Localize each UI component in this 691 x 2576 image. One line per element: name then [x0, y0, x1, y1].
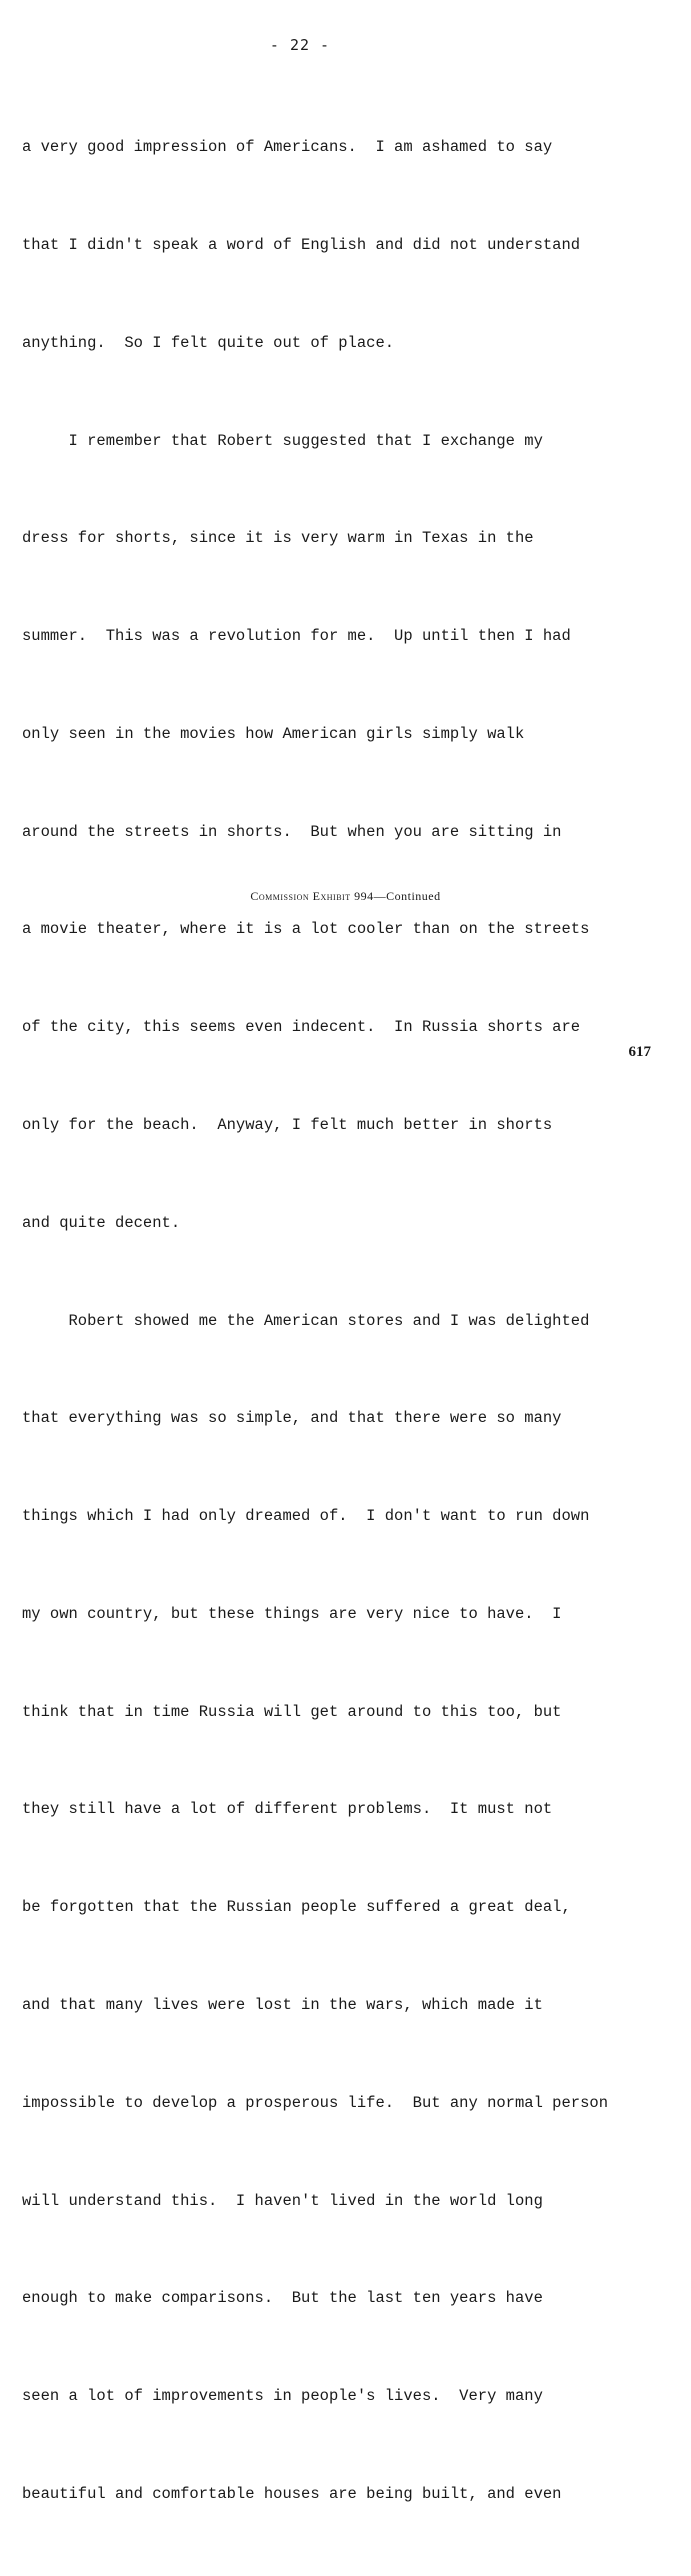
text-line: only seen in the movies how American girls simply walk [22, 724, 525, 743]
body-text [22, 66, 662, 2576]
text-line: and that many lives were lost in the wars, which made it [22, 1996, 543, 2015]
exhibit-caption [0, 889, 691, 904]
text-line: will understand this. I haven't lived in the world long [22, 2191, 543, 2210]
text-line: beautiful and comfortable houses are being built, and even [22, 2484, 562, 2503]
text-line: that I didn't speak a word of English and did not understand [22, 235, 581, 254]
text-line: they still have a lot of different problems. It must not [22, 1800, 553, 1819]
text-line: a very good impression of Americans. I am ashamed to say [22, 138, 553, 157]
text-line: dress for shorts, since it is very warm in Texas in the [22, 529, 534, 548]
text-line: enough to make comparisons. But the last ten years have [22, 2289, 543, 2308]
text-line: Robert showed me the American stores and I was delighted [22, 1311, 590, 1330]
text-line: things which I had only dreamed of. I don't want to run down [22, 1507, 590, 1526]
text-line: seen a lot of improvements in people's lives. Very many [22, 2387, 543, 2406]
text-line: summer. This was a revolution for me. Up until then I had [22, 627, 571, 646]
folio-page-number: 617 [628, 1044, 651, 1060]
text-line: think that in time Russia will get around to this too, but [22, 1702, 562, 1721]
text-line: anything. So I felt quite out of place. [22, 333, 395, 352]
exhibit-label: Commission Exhibit 994 [250, 889, 374, 903]
text-line: that everything was so simple, and that there were so many [22, 1409, 562, 1428]
text-line: impossible to develop a prosperous life. But any normal person [22, 2093, 608, 2112]
text-line: a movie theater, where it is a lot cooler than on the streets [22, 920, 590, 939]
text-line: my own country, but these things are very nice to have. I [22, 1604, 562, 1623]
text-line: only for the beach. Anyway, I felt much better in shorts [22, 1116, 553, 1134]
text-line: be forgotten that the Russian people suffered a great deal, [22, 1898, 571, 1917]
page-number: - 22 - [269, 36, 331, 54]
exhibit-suffix: —Continued [373, 889, 441, 903]
text-line: around the streets in shorts. But when you are sitting in [22, 822, 562, 841]
text-line: I remember that Robert suggested that I exchange my [22, 431, 543, 450]
text-line: of the city, this seems even indecent. In Russia shorts are [22, 1018, 581, 1037]
text-line: and quite decent. [22, 1213, 181, 1232]
